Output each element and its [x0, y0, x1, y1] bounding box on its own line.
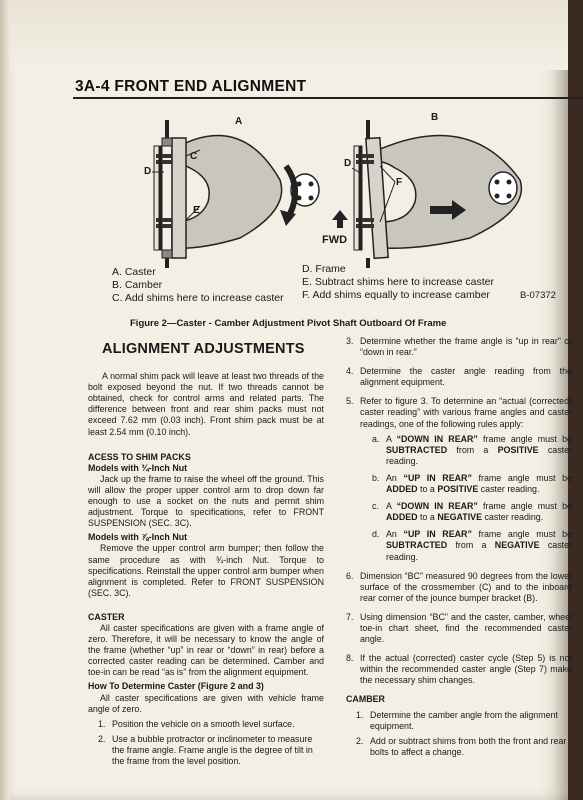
view-b-diagram	[354, 120, 521, 268]
callout-c: C	[190, 151, 198, 162]
callout-e: E	[193, 205, 200, 216]
models-78-heading: Models with ⅞-Inch Nut	[88, 532, 188, 543]
page-binding	[0, 0, 10, 800]
caster-text: All caster specifications are given with a frame angle of zero. Therefore, it will be necessary to know the angle of the frame (whether “up” in rear or “down” in rear) before a corrected caster reading can be determined. Camber and toe-in can be read “as is” from the alignment equipment.	[88, 622, 324, 678]
figure-caption: Figure 2—Caster - Camber Adjustment Pivot Shaft Outboard Of Frame	[130, 318, 447, 329]
howto-steps	[98, 719, 324, 767]
models-34-heading: Models with ¾-Inch Nut	[88, 462, 188, 473]
list-item: 2. Use a bubble protractor or inclinometer to measure the frame angle. Frame angle is the degree of tilt in the frame from the level position.	[98, 733, 313, 766]
howto-text: All caster specifications are given with vehicle frame angle of zero.	[88, 692, 324, 714]
acess-heading: ACESS TO SHIM PACKS	[88, 451, 191, 462]
figure-legend-left	[112, 266, 284, 305]
callout-f: F	[396, 177, 403, 188]
legend-item: D. Frame	[302, 263, 346, 275]
list-item: 3. Determine whether the frame angle is “up in rear” or “down in rear.”	[346, 336, 572, 358]
howto-heading: How To Determine Caster (Figure 2 and 3)	[88, 681, 264, 692]
view-b-label: B	[431, 112, 439, 123]
rule-item: b. An “UP IN REAR” frame angle must be ADDED to a POSITIVE caster reading.	[372, 472, 572, 495]
figure-id: B-07372	[520, 290, 556, 301]
list-item: 1. Position the vehicle on a smooth level surface.	[98, 718, 295, 729]
list-item: 7. Using dimension “BC” and the caster, camber, wheel toe-in chart sheet, find the recommended caster angle.	[346, 611, 572, 645]
caster-heading: CASTER	[88, 611, 125, 622]
list-item: 1. Determine the camber angle from the alignment equipment.	[356, 709, 558, 731]
rule-item: c. A “DOWN IN REAR” frame angle must be ADDED to a NEGATIVE caster reading.	[372, 501, 572, 523]
list-item: 5. Refer to figure 3. To determine an “actual (corrected) caster reading” with various frame angles and caster readings, one of the following rules apply: a. A “DOWN IN REAR” frame angle must be SUBTRACTED from a POSITIVE caster reading. b. An “UP IN REAR” frame angle must be ADDED to a POSITIVE caster reading. c. A “DOWN IN REAR” frame angle must be ADDED to a NEGATIVE caster reading. d. An “UP IN REAR” frame angle must be SUBTRACTED from a NEGATIVE caster reading.	[346, 396, 572, 562]
rule-item: d. An “UP IN REAR” frame angle must be SUBTRACTED from a NEGATIVE caster reading.	[372, 529, 572, 562]
fwd-label: FWD	[322, 234, 348, 246]
callout-d: D	[144, 166, 152, 177]
ball-joint-b	[489, 172, 517, 204]
right-column	[346, 336, 572, 762]
legend-item: C. Add shims here to increase caster	[112, 292, 284, 304]
legend-item: A. Caster	[112, 266, 156, 278]
rule-item: a. A “DOWN IN REAR” frame angle must be SUBTRACTED from a POSITIVE caster reading.	[372, 433, 572, 466]
legend-item: F. Add shims equally to increase camber	[302, 289, 490, 301]
page-header: 3A-4 FRONT END ALIGNMENT	[75, 78, 307, 95]
left-column	[88, 341, 324, 771]
list-item: 4. Determine the caster angle reading from the alignment equipment.	[346, 366, 572, 388]
intro-paragraph: A normal shim pack will leave at least two threads of the bolt exposed beyond the nut. If two threads cannot be obtained, check for control arms and related parts. The difference between front and rear shim packs must not exceed 7.62 mm (0.03 inch). Front shim pack must be at least 2.54 mm (0.10 inch).	[88, 371, 324, 437]
camber-heading: CAMBER	[346, 694, 385, 705]
camber-steps	[356, 710, 572, 758]
list-item: 8. If the actual (corrected) caster cycle (Step 5) is not within the recommended caster angle (Step 7) make the necessary shim changes.	[346, 653, 572, 686]
fwd-arrow-icon	[332, 210, 348, 228]
models-34-text: Jack up the frame to raise the wheel off the ground. This will allow the proper upper control arm to drop down far enough to use a socket on the nuts and permit shim adjustment. Torque to specifications, refer to FRONT SUSPENSION (SEC. 3C).	[88, 473, 324, 529]
section-title: ALIGNMENT ADJUSTMENTS	[102, 341, 305, 357]
caster-steps	[346, 336, 572, 686]
legend-item: B. Camber	[112, 279, 163, 291]
figure-legend-right	[302, 263, 494, 302]
list-item: 2. Add or subtract shims from both the front and rear bolts to affect a change.	[356, 735, 567, 757]
header-rule	[73, 97, 583, 99]
list-item: 6. Dimension “BC” measured 90 degrees from the lower surface of the crossmember (C) and to the inboard rear corner of the jounce bumper bracket (B).	[346, 570, 572, 603]
models-78-text: Remove the upper control arm bumper; then follow the same procedure as with ¾-inch Nut. Torque to specifications. Reinstall the upper control arm bumper when alignment is completed. Refer to FRONT SUSPENSION (SEC. 3C).	[88, 543, 324, 598]
view-a-label: A	[235, 116, 243, 127]
view-a-diagram	[154, 120, 319, 268]
legend-item: E. Subtract shims here to increase caster	[302, 276, 494, 288]
callout-d-b: D	[344, 158, 352, 169]
rules-list	[372, 434, 572, 563]
